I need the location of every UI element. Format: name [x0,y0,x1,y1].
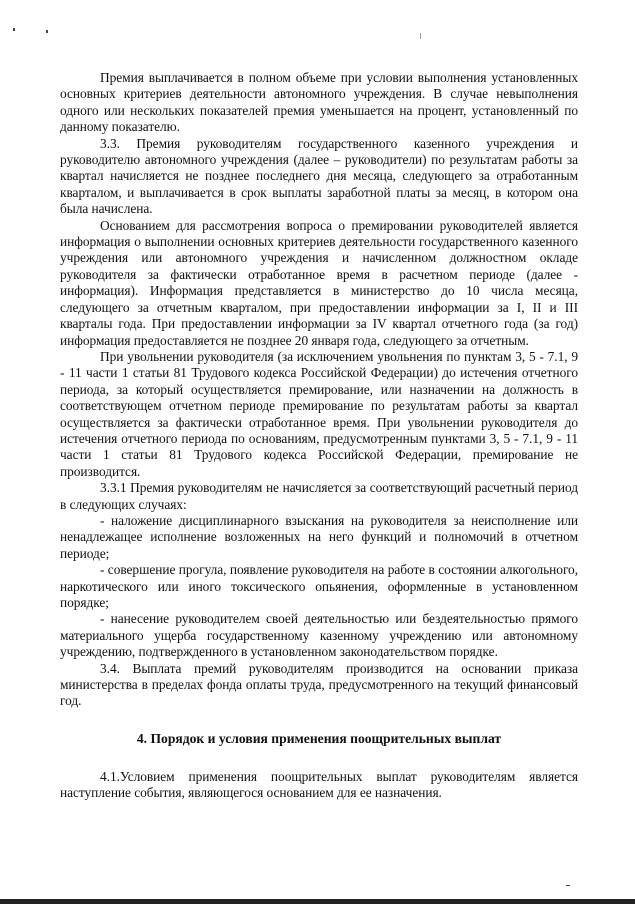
list-item-damage: - нанесение руководителем своей деятельностью или бездеятельностью прямого материального ущерба государственному казенному учреждению или автономному учреждению, подтвержденного в установленном законодательством порядке. [60,611,578,660]
scan-speck [566,885,570,886]
scan-speck [420,33,421,39]
paragraph-3-3: 3.3. Премия руководителям государственного казенного учреждения и руководителю автономного учреждения (далее – руководители) по результатам работы за квартал начисляется не позднее последнего дня месяца, следующего за отработанным кварталом, и выплачивается в срок выплаты заработной платы за месяц, в котором она была начислена. [60,135,578,217]
paragraph-dismissal: При увольнении руководителя (за исключением увольнения по пунктам 3, 5 - 7.1, 9 - 11 части 1 статьи 81 Трудового кодекса Российской Федерации) до истечения отчетного периода, за который осуществляется премирование, или назначении на должность в соответствующем отчетном периоде премирование по результатам работы за квартал осуществляется за фактически отработанное время. При увольнении руководителя до истечения отчетного периода по основаниям, предусмотренным пунктами 3, 5 - 7.1, 9 - 11 части 1 статьи 81 Трудового кодекса Российской Федерации, премирование не производится. [60,348,578,479]
scan-speck [46,30,48,33]
scan-edge [0,899,635,904]
paragraph-4-1: 4.1.Условием применения поощрительных выплат руководителям является наступление события, являющегося основанием для ее назначения. [60,768,578,801]
section-heading: 4. Порядок и условия применения поощрительных выплат [136,730,502,746]
document-body [60,70,578,802]
list-item-absence: - совершение прогула, появление руководителя на работе в состоянии алкогольного, наркотического или иного токсического опьянения, оформленные в установленном порядке; [60,562,578,610]
paragraph-3-3-1: 3.3.1 Премия руководителям не начисляется за соответствующий расчетный период в следующих случаях: [60,480,578,512]
paragraph-bonus-full: Премия выплачивается в полном объеме при условии выполнения установленных основных критериев деятельности автономного учреждения. В случае невыполнения одного или нескольких показателей премия уменьшается на процент, установленный по данному показателю. [60,70,578,135]
list-item-disciplinary: - наложение дисциплинарного взыскания на руководителя за неисполнение или ненадлежащее исполнение возложенных на него функций и полномочий в отчетном периоде; [60,512,578,561]
paragraph-3-4: 3.4. Выплата премий руководителям производится на основании приказа министерства в пределах фонда оплаты труда, предусмотренного на текущий финансовый год. [60,660,578,709]
paragraph-basis: Основанием для рассмотрения вопроса о премировании руководителей является информация о выполнении основных критериев деятельности государственного казенного учреждения или автономного учреждения и начисленном должностном окладе руководителя за фактически отработанное время в расчетном периоде (далее - информация). Информация представляется в министерство до 10 числа месяца, следующего за отчетным кварталом, при предоставлении информации за I, II и III кварталы года. При предоставлении информации за IV квартал отчетного года (за год) информация предоставляется не позднее 20 января года, следующего за отчетным. [60,217,578,348]
scan-speck [13,28,15,31]
